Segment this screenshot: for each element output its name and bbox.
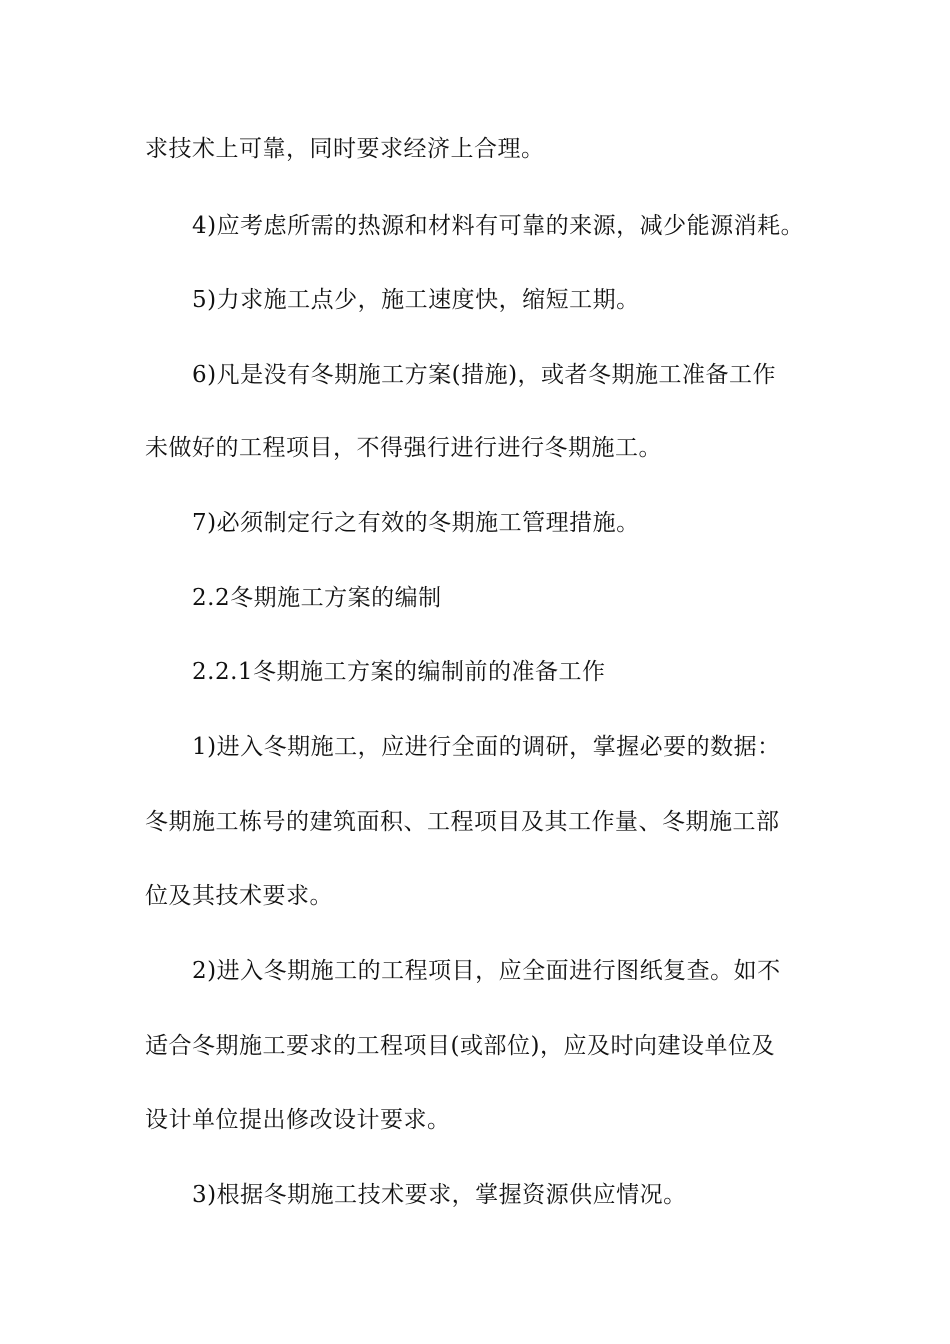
list-item-5: 5)力求施工点少，施工速度快，缩短工期。 (192, 287, 640, 313)
section-heading-2-2: 2.2冬期施工方案的编制 (192, 585, 442, 611)
list-item-3: 3)根据冬期施工技术要求，掌握资源供应情况。 (192, 1182, 687, 1208)
list-item-1-continuation: 冬期施工栋号的建筑面积、工程项目及其工作量、冬期施工部 (145, 809, 780, 835)
list-item-1-continuation: 位及其技术要求。 (145, 883, 333, 909)
list-item-7: 7)必须制定行之有效的冬期施工管理措施。 (192, 510, 640, 536)
list-item-6-continuation: 未做好的工程项目，不得强行进行进行冬期施工。 (145, 435, 662, 461)
list-item-4: 4)应考虑所需的热源和材料有可靠的来源，减少能源消耗。 (192, 213, 805, 239)
list-item-1: 1)进入冬期施工，应进行全面的调研，掌握必要的数据： (192, 734, 781, 760)
list-item-2-continuation: 适合冬期施工要求的工程项目(或部位)，应及时向建设单位及 (145, 1033, 775, 1059)
paragraph-line-continuation: 求技术上可靠，同时要求经济上合理。 (145, 136, 545, 162)
list-item-2: 2)进入冬期施工的工程项目，应全面进行图纸复查。如不 (192, 958, 781, 984)
list-item-6: 6)凡是没有冬期施工方案(措施)，或者冬期施工准备工作 (192, 362, 777, 388)
list-item-2-continuation: 设计单位提出修改设计要求。 (145, 1107, 451, 1133)
section-heading-2-2-1: 2.2.1冬期施工方案的编制前的准备工作 (192, 659, 606, 685)
